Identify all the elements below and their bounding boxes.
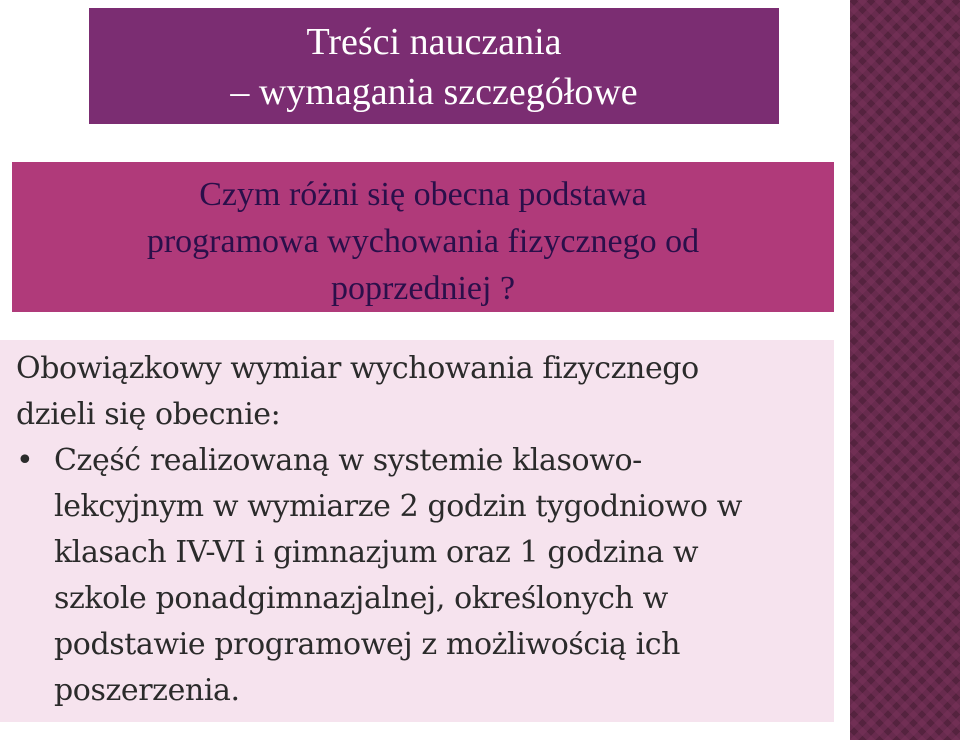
intro-line-2: dzieli się obecnie: bbox=[16, 397, 281, 432]
question-line-3: poprzedniej ? bbox=[330, 270, 516, 307]
bullet-line: lekcyjnym w wymiarze 2 godzin tygodniowo w bbox=[54, 489, 742, 524]
question-line-2: programowa wychowania fizycznego od bbox=[146, 223, 700, 260]
question-line-1: Czym różni się obecna podstawa bbox=[199, 176, 647, 213]
question-box bbox=[12, 162, 834, 312]
bullet-icon: • bbox=[16, 443, 34, 478]
bullet-line: Część realizowaną w systemie klasowo- bbox=[54, 443, 642, 478]
bullet-line: klasach IV-VI i gimnazjum oraz 1 godzina w bbox=[54, 535, 699, 570]
intro-line-1: Obowiązkowy wymiar wychowania fizycznego bbox=[16, 351, 699, 386]
title-line-1: Treści nauczania bbox=[306, 21, 562, 63]
bullet-line: poszerzenia. bbox=[54, 673, 240, 708]
title-box bbox=[89, 8, 779, 124]
bullet-line: podstawie programowej z możliwością ich bbox=[54, 627, 681, 662]
bullet-line: szkole ponadgimnazjalnej, określonych w bbox=[54, 581, 668, 616]
bullet-item bbox=[16, 438, 834, 714]
title-line-2: – wymagania szczegółowe bbox=[230, 71, 638, 113]
content-box bbox=[0, 340, 834, 722]
decorative-pattern-strip bbox=[850, 0, 960, 740]
